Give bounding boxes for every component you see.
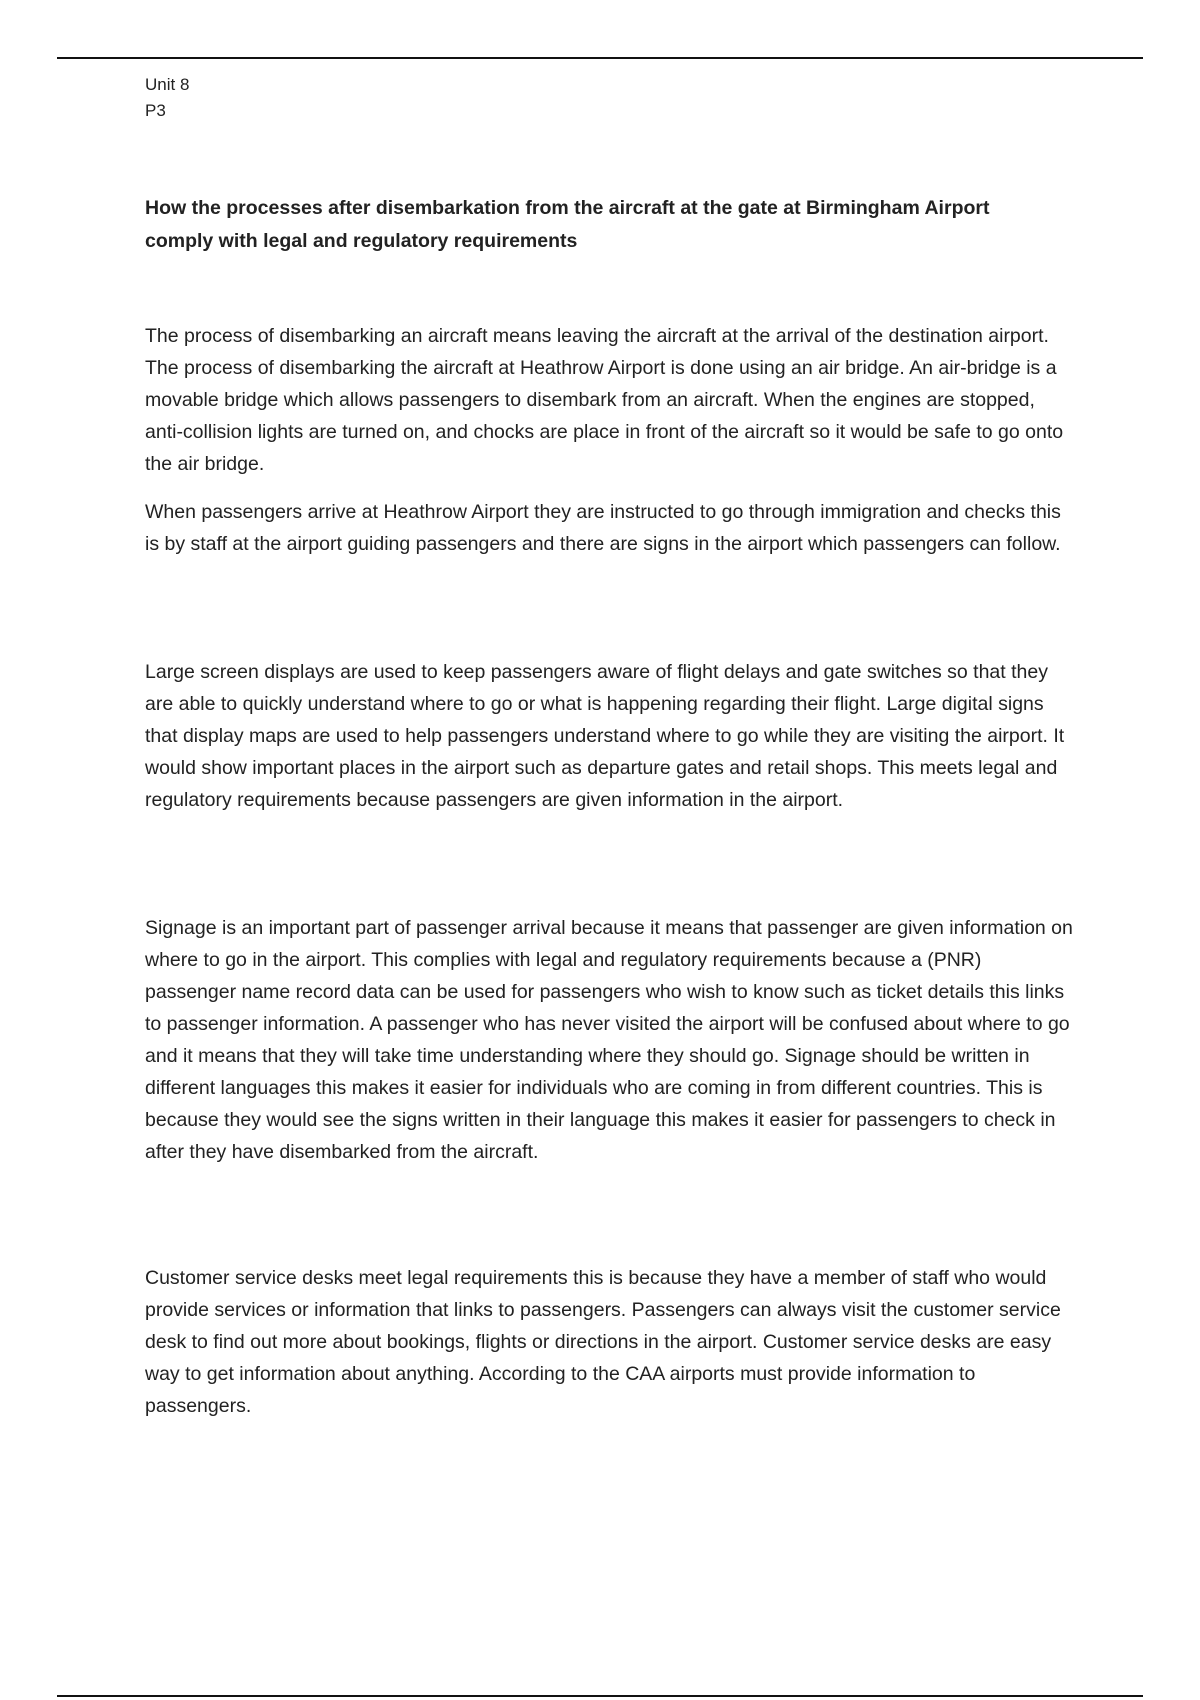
criterion-label: P3 [145, 101, 166, 120]
paragraph-disembarking: The process of disembarking an aircraft means leaving the aircraft at the arrival of the destination airport. The process of disembarking the aircraft at Heathrow Airport is done using an air bridge. An air-bridge is a movable bridge which allows passengers to disembark from an aircraft. When the engines are stopped, anti-collision lights are turned on, and chocks are place in front of the aircraft so it would be safe to go onto the air bridge. [145, 325, 1064, 475]
document-body [145, 72, 1075, 1417]
bottom-rule [57, 1695, 1143, 1697]
top-rule [57, 57, 1143, 59]
paragraph-immigration: When passengers arrive at Heathrow Airport they are instructed to go through immigration and checks this is by staff at the airport guiding passengers and there are signs in the airport which passengers can follow. [145, 501, 1061, 555]
unit-label: Unit 8 [145, 75, 190, 94]
paragraph-screen-displays: Large screen displays are used to keep passengers aware of flight delays and gate switches so that they are able to quickly understand where to go or what is happening regarding their flight. Large digital signs that display maps are used to help passengers understand where to go while they are visiting the airport. It would show important places in the airport such as departure gates and retail shops. This meets legal and regulatory requirements because passengers are given information in the airport. [145, 661, 1065, 811]
document-title: How the processes after disembarkation from the aircraft at the gate at Birmingham Airport comply with legal and regulatory requirements [145, 197, 990, 252]
paragraph-customer-service: Customer service desks meet legal requirements this is because they have a member of staff who would provide services or information that links to passengers. Passengers can always visit the customer service desk to find out more about bookings, flights or directions in the airport. Customer service desks are easy way to get information about anything. According to the CAA airports must provide information to passengers. [145, 1267, 1061, 1417]
paragraph-signage: Signage is an important part of passenger arrival because it means that passenger are given information on where to go in the airport. This complies with legal and regulatory requirements because a (PNR) passenger name record data can be used for passengers who wish to know such as ticket details this links to passenger information. A passenger who has never visited the airport will be confused about where to go and it means that they will take time understanding where they should go. Signage should be written in different languages this makes it easier for individuals who are coming in from different countries. This is because they would see the signs written in their language this makes it easier for passengers to check in after they have disembarked from the aircraft. [145, 917, 1073, 1163]
